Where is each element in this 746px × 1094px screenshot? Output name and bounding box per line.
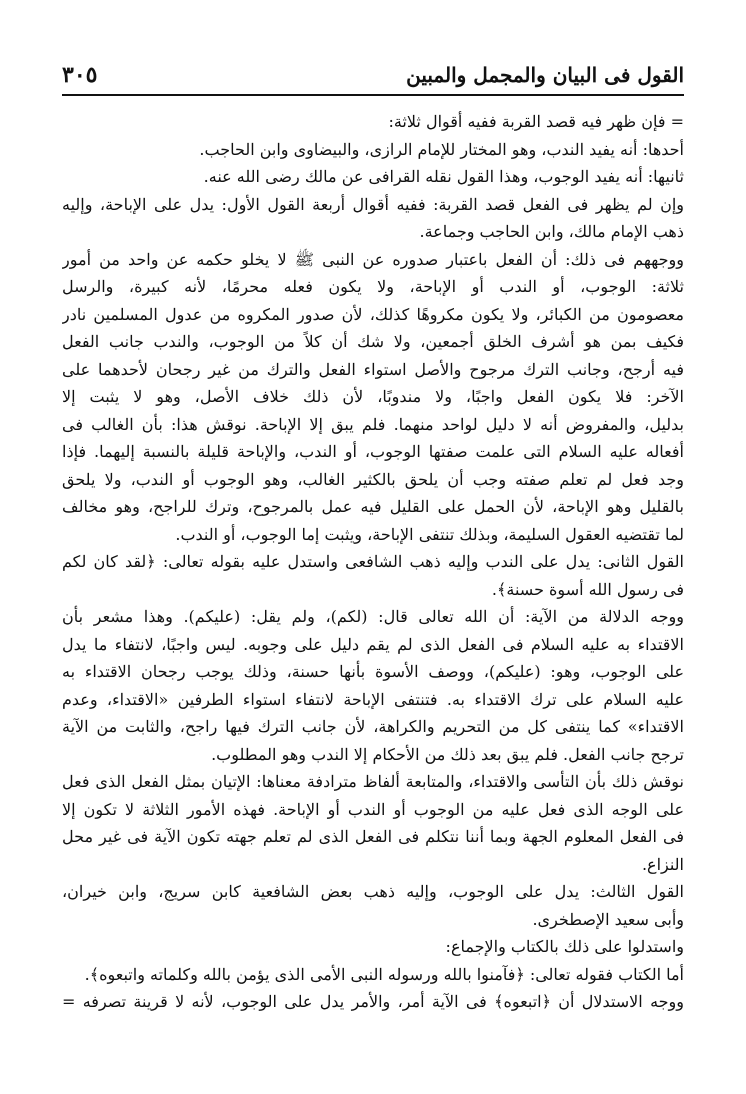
text-line: وإن لم يظهر فى الفعل قصد القربة: ففيه أقوال أربعة القول الأول: يدل على الإباحة، وإليه [62,194,684,214]
text-line: ثانيها: أنه يفيد الوجوب، وهذا القول نقله القرافى عن مالك رضى الله عنه. [203,167,684,186]
text-line: أفعاله عليه السلام التى علمت صفتها الوجوب، أو الندب، والإباحة قليلة بالنسبة إليهما. فإذا [62,442,684,461]
body-text [62,108,684,1074]
text-line: ووجه الدلالة من الآية: أن الله تعالى قال: (لكم)، ولم يقل: (عليكم). وهذا مشعر بأن [62,607,684,626]
text-line: نوقش ذلك بأن التأسى والاقتداء، والمتابعة ألفاظ مترادفة معناها: الإتيان بمثل الفعل الذى فعل [62,772,684,791]
text-line: فى رسول الله أسوة حسنة﴾. [491,579,684,599]
text-line: النزاع. [641,854,684,874]
text-line: بالقليل وهو الإباحة، لأن الحمل على القليل فيه عمل بالمرجوح، وترك للراجح، وهو مخالف [62,497,684,516]
running-header [62,58,684,92]
text-line: عليه السلام على ترك الاقتداء به. فتنتفى الإباحة لانتفاء استواء الطرفين «الاقتداء، وعدم [62,689,684,709]
text-line: على الوجوب، وهو: (عليكم)، ووصف الأسوة بأنها حسنة، وذلك يوجب رجحان الاقتداء به [62,662,684,681]
text-line: الاقتداء به عليه السلام فى الفعل الذى لم يقم دليل على وجوبه. ليس واجبًا، لانتفاء ما يدل [62,634,684,654]
text-line: لما تقتضيه العقول السليمة، وبذلك تنتفى الإباحة، ويثبت إما الوجوب، أو الندب. [175,524,684,544]
text-line: وأبى سعيد الإصطخرى. [532,909,684,929]
text-line: وجد فعل لم تعلم صفته وجب أن يلحق بالكثير الغالب، وهو الوجوب أو الندب، ولا يلحق [62,469,684,489]
text-line: = فإن ظهر فيه قصد القربة ففيه أقوال ثلاثة: [388,112,684,131]
text-line: على الوجه الذى فعل عليه من الوجوب أو الندب أو الإباحة. فهذه الأمور الثلاثة لا تكون إلا [62,799,684,819]
header-rule [62,94,684,96]
text-line: ترجح جانب الفعل. فلم يبق بعد ذلك من الأحكام إلا الندب وهو المطلوب. [211,744,684,764]
text-line: بدليل، والمفروض أنه لا دليل لواحد منهما. فلم يبق إلا الإباحة. نوقش هذا: بأن الغالب فى [62,414,684,434]
text-line: فكيف بمن هو أشرف الخلق أجمعين، ولا شك أن كلاً من الوجوب، والندب جانب الفعل [62,332,684,351]
text-line: فى الفعل المعلوم الجهة وبما أننا نتكلم فى الفعل الذى لم تعلم جهته تكون الآية فى غير محل [62,827,684,846]
page-number: ٣٠٥ [62,62,98,88]
text-line: ذهب الإمام مالك، وابن الحاجب وجماعة. [419,222,684,241]
text-line: أحدها: أنه يفيد الندب، وهو المختار للإمام الرازى، والبيضاوى وابن الحاجب. [199,139,684,159]
text-line: الآخر: فلا يكون الفعل واجبًا، ولا مندوبًا، لأن ذلك خلاف الأصل، وهو لا يثبت إلا [62,387,684,406]
text-line: ووجه الاستدلال أن ﴿اتبعوه﴾ فى الآية أمر، والأمر يدل على الوجوب، لأنه لا قرينة تصرفه = [62,992,684,1011]
text-line: ووجههم فى ذلك: أن الفعل باعتبار صدوره عن النبى ﷺ لا يخلو حكمه عن واحد من أمور [62,249,684,269]
running-title: القول فى البيان والمجمل والمبين [406,63,684,87]
text-line: معصومون من الكبائر، ولا يكون مكروهًا كذلك، لأن صدور المكروه من عدول المسلمين نادر [62,304,684,324]
text-line: فيه أرجح، وجانب الترك مرجوح والأصل استواء الفعل والترك من غير رجحان لأحدهما على [62,359,684,379]
text-line: القول الثالث: يدل على الوجوب، وإليه ذهب بعض الشافعية كابن سريج، وابن خيران، [62,882,684,901]
text-line: أما الكتاب فقوله تعالى: ﴿فآمنوا بالله ورسوله النبى الأمى الذى يؤمن بالله وكلماته واتبعوه﴾. [84,964,684,984]
text-line: القول الثانى: يدل على الندب وإليه ذهب الشافعى واستدل عليه بقوله تعالى: ﴿لقد كان لكم [62,552,684,571]
text-line: ثلاثة: الوجوب، أو الندب أو الإباحة، ولا يكون فعله محرمًا، لأنه كبيرة، والرسل [62,277,684,296]
text-line: واستدلوا على ذلك بالكتاب والإجماع: [445,937,684,956]
text-line: الاقتداء» كما ينتفى كل من التحريم والكراهة، لأن جانب الترك فيها راجح، والثابت من الآية [62,717,684,736]
